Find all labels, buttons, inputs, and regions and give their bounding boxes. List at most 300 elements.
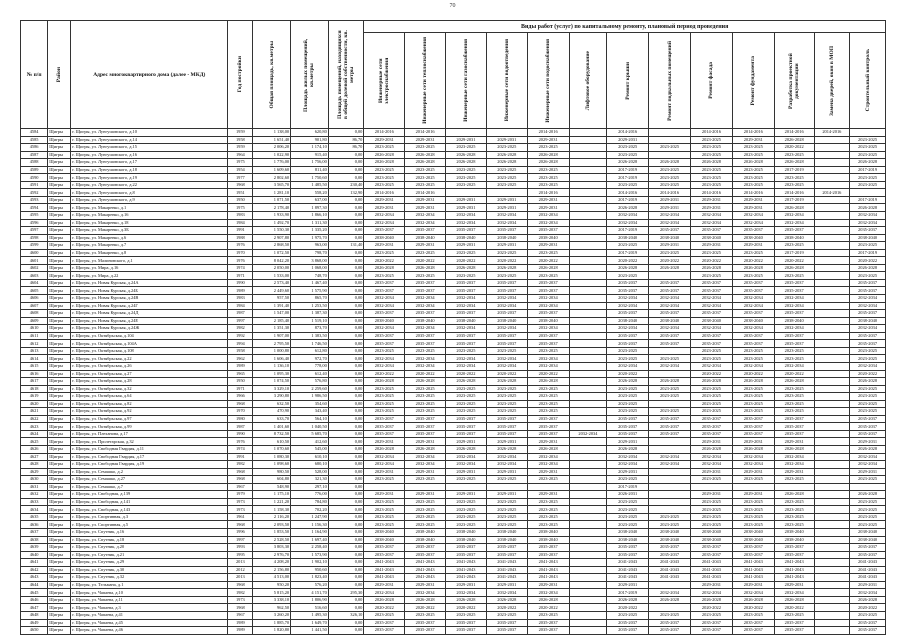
cell-work-period <box>649 581 691 589</box>
cell-district: Щигры <box>48 340 71 348</box>
header-work-10: Разработка проектной документации <box>774 33 814 129</box>
table-row <box>21 242 886 250</box>
cell-district: Щигры <box>48 513 71 521</box>
cell-area-residential: 1 387,30 <box>291 310 329 318</box>
cell-area-common: 0,00 <box>328 159 364 167</box>
cell-work-period: 2023-2025 <box>850 408 886 416</box>
cell-work-period: 2032-2034 <box>774 362 814 370</box>
cell-work-period: 2023-2025 <box>607 476 649 484</box>
cell-work-period: 2026-2028 <box>364 151 405 159</box>
cell-area-residential: 576,80 <box>291 378 329 386</box>
cell-work-period: 2041-2043 <box>732 559 774 567</box>
cell-area-total: 962,50 <box>253 604 291 612</box>
cell-work-period: 2023-2025 <box>850 355 886 363</box>
cell-district: Щигры <box>48 219 71 227</box>
cell-district: Щигры <box>48 408 71 416</box>
cell-work-period: 2032-2034 <box>774 219 814 227</box>
cell-work-period: 2041-2043 <box>364 566 405 574</box>
table-row <box>21 355 886 363</box>
cell-work-period: 2029-2031 <box>527 204 569 212</box>
cell-work-period: 2035-2037 <box>486 340 527 348</box>
cell-work-period: 2035-2037 <box>405 279 446 287</box>
cell-work-period: 2038-2040 <box>607 234 649 242</box>
cell-work-period: 2017-2019 <box>850 249 886 257</box>
cell-work-period: 2035-2037 <box>527 310 569 318</box>
cell-area-common: 0,00 <box>328 204 364 212</box>
cell-work-period: 2035-2037 <box>486 423 527 431</box>
cell-work-period: 2035-2037 <box>732 544 774 552</box>
cell-year: 1976 <box>228 438 253 446</box>
cell-year: 1987 <box>228 423 253 431</box>
cell-work-period: 2029-2031 <box>774 581 814 589</box>
cell-work-period: 2023-2025 <box>850 506 886 514</box>
cell-area-residential: 412,60 <box>291 438 329 446</box>
header-work-7: Ремонт подвальных помещений <box>649 33 691 129</box>
table-row <box>21 287 886 295</box>
cell-work-period: 2035-2037 <box>486 619 527 627</box>
cell-work-period: 2032-2034 <box>607 302 649 310</box>
cell-district: Щигры <box>48 619 71 627</box>
cell-work-period: 2035-2037 <box>774 310 814 318</box>
cell-work-period <box>569 287 607 295</box>
cell-work-period: 2035-2037 <box>527 279 569 287</box>
cell-work-period <box>569 151 607 159</box>
cell-work-period: 2041-2043 <box>486 574 527 582</box>
cell-work-period: 2026-2028 <box>732 596 774 604</box>
cell-work-period: 2026-2028 <box>446 264 487 272</box>
cell-work-period: 2038-2040 <box>691 234 733 242</box>
cell-work-period: 2035-2037 <box>774 340 814 348</box>
cell-work-period: 2023-2025 <box>774 181 814 189</box>
cell-work-period: 2035-2037 <box>607 340 649 348</box>
cell-area-common: 0,00 <box>328 227 364 235</box>
cell-work-period: 2038-2040 <box>364 528 405 536</box>
cell-num: 4611 <box>21 332 48 340</box>
cell-address: г. Щигры, ул. Лунгушовского, д.19 <box>71 174 228 182</box>
header-area-residential: Площадь жилых помещений, кв.метры <box>291 21 329 129</box>
cell-area-total: 548,90 <box>253 483 291 491</box>
cell-area-total: 1 071,50 <box>253 196 291 204</box>
table-row <box>21 627 886 635</box>
cell-work-period: 2023-2025 <box>850 136 886 144</box>
cell-year: 1968 <box>228 181 253 189</box>
cell-work-period: 2041-2043 <box>691 574 733 582</box>
cell-work-period: 2035-2037 <box>732 430 774 438</box>
cell-district: Щигры <box>48 302 71 310</box>
cell-work-period <box>814 385 850 393</box>
cell-work-period: 2032-2034 <box>732 589 774 597</box>
cell-num: 4648 <box>21 612 48 620</box>
cell-work-period: 2035-2037 <box>732 279 774 287</box>
cell-district: Щигры <box>48 415 71 423</box>
cell-district: Щигры <box>48 347 71 355</box>
cell-work-period <box>527 483 569 491</box>
cell-area-total: 1 070,60 <box>253 445 291 453</box>
cell-work-period: 2020-2022 <box>732 604 774 612</box>
cell-area-residential: 354,60 <box>291 400 329 408</box>
cell-work-period: 2023-2025 <box>486 385 527 393</box>
cell-work-period: 2023-2025 <box>774 151 814 159</box>
cell-work-period: 2035-2037 <box>691 544 733 552</box>
cell-area-residential: 528,00 <box>291 468 329 476</box>
cell-work-period: 2032-2034 <box>774 461 814 469</box>
cell-work-period: 2023-2025 <box>649 408 691 416</box>
cell-work-period: 2029-2031 <box>732 196 774 204</box>
cell-year: 1973 <box>228 596 253 604</box>
cell-work-period <box>814 589 850 597</box>
cell-work-period <box>649 483 691 491</box>
cell-work-period <box>814 408 850 416</box>
cell-area-residential: 748,70 <box>291 272 329 280</box>
cell-work-period: 2023-2025 <box>527 408 569 416</box>
cell-work-period: 2026-2028 <box>486 378 527 386</box>
cell-address: г. Щигры, ул. Макаренко, д.3Б <box>71 227 228 235</box>
cell-num: 4592 <box>21 189 48 197</box>
cell-work-period: 2026-2028 <box>850 204 886 212</box>
cell-work-period: 2041-2043 <box>732 574 774 582</box>
cell-work-period: 2020-2022 <box>446 604 487 612</box>
cell-work-period: 2023-2025 <box>446 249 487 257</box>
cell-work-period: 2038-2040 <box>446 234 487 242</box>
cell-area-residential: 1 495,30 <box>291 612 329 620</box>
cell-num: 4620 <box>21 400 48 408</box>
cell-work-period: 2029-2031 <box>446 581 487 589</box>
cell-work-period: 2023-2025 <box>607 513 649 521</box>
cell-work-period: 2026-2028 <box>649 159 691 167</box>
cell-work-period: 2035-2037 <box>732 619 774 627</box>
cell-work-period: 2023-2025 <box>691 408 733 416</box>
cell-work-period: 2026-2028 <box>405 596 446 604</box>
cell-work-period: 2020-2022 <box>732 370 774 378</box>
cell-work-period: 2035-2037 <box>649 423 691 431</box>
cell-work-period <box>569 295 607 303</box>
cell-district: Щигры <box>48 234 71 242</box>
cell-work-period: 2023-2025 <box>527 498 569 506</box>
cell-area-common: 0,00 <box>328 559 364 567</box>
cell-year: 1988 <box>228 234 253 242</box>
cell-work-period <box>814 287 850 295</box>
cell-work-period: 2029-2031 <box>486 491 527 499</box>
cell-work-period: 2035-2037 <box>732 551 774 559</box>
cell-work-period: 2038-2040 <box>446 317 487 325</box>
cell-year: 1982 <box>228 325 253 333</box>
cell-area-residential: 297,10 <box>291 483 329 491</box>
cell-area-total: 470,90 <box>253 408 291 416</box>
cell-work-period: 2023-2025 <box>691 347 733 355</box>
cell-work-period: 2023-2025 <box>649 144 691 152</box>
cell-district: Щигры <box>48 249 71 257</box>
cell-work-period: 2035-2037 <box>405 551 446 559</box>
cell-work-period: 2029-2031 <box>607 468 649 476</box>
cell-work-period: 2032-2034 <box>649 219 691 227</box>
cell-work-period: 2017-2019 <box>607 166 649 174</box>
cell-year: 1994 <box>228 340 253 348</box>
cell-work-period: 2023-2025 <box>446 385 487 393</box>
cell-work-period: 2029-2031 <box>691 468 733 476</box>
cell-district: Щигры <box>48 317 71 325</box>
cell-work-period: 2023-2025 <box>527 385 569 393</box>
cell-work-period: 2041-2043 <box>850 566 886 574</box>
table-row <box>21 295 886 303</box>
cell-address: г. Щигры, ул. Лунгушовского, д.8 <box>71 189 228 197</box>
table-row <box>21 181 886 189</box>
cell-work-period: 2014-2016 <box>364 129 405 137</box>
cell-work-period <box>569 604 607 612</box>
cell-work-period: 2023-2025 <box>607 506 649 514</box>
cell-area-residential: 702,20 <box>291 506 329 514</box>
cell-num: 4618 <box>21 385 48 393</box>
cell-work-period: 2035-2037 <box>649 340 691 348</box>
cell-district: Щигры <box>48 189 71 197</box>
cell-year: 2013 <box>228 559 253 567</box>
cell-work-period: 2029-2031 <box>732 204 774 212</box>
cell-work-period: 2035-2037 <box>850 227 886 235</box>
cell-work-period: 2023-2025 <box>691 513 733 521</box>
cell-work-period: 2026-2028 <box>446 596 487 604</box>
cell-work-period: 2020-2022 <box>850 604 886 612</box>
cell-year: 1973 <box>228 498 253 506</box>
cell-work-period: 2032-2034 <box>446 295 487 303</box>
table-row <box>21 400 886 408</box>
cell-area-residential: 1 335,20 <box>291 227 329 235</box>
cell-area-total: 1 547,00 <box>253 310 291 318</box>
cell-district: Щигры <box>48 483 71 491</box>
cell-num: 4632 <box>21 491 48 499</box>
header-works-group: Виды работ (услуг) по капитальному ремонту, плановый период проведения <box>364 21 886 33</box>
cell-work-period: 2014-2016 <box>814 129 850 137</box>
cell-area-common: 295,30 <box>328 589 364 597</box>
cell-work-period: 2035-2037 <box>486 310 527 318</box>
cell-work-period: 2023-2025 <box>527 249 569 257</box>
cell-work-period: 2023-2025 <box>691 249 733 257</box>
cell-work-period: 2023-2025 <box>364 521 405 529</box>
cell-district: Щигры <box>48 385 71 393</box>
cell-work-period: 2014-2016 <box>607 129 649 137</box>
cell-num: 4612 <box>21 340 48 348</box>
cell-num: 4636 <box>21 521 48 529</box>
cell-area-residential: 1 040,50 <box>291 423 329 431</box>
cell-work-period: 2026-2028 <box>364 378 405 386</box>
cell-area-total: 1 158,30 <box>253 506 291 514</box>
cell-work-period: 2023-2025 <box>486 166 527 174</box>
cell-area-common: 0,00 <box>328 536 364 544</box>
cell-work-period: 2026-2028 <box>850 445 886 453</box>
table-row <box>21 347 886 355</box>
cell-area-residential: 576,20 <box>291 581 329 589</box>
cell-address: г. Щигры, ул. Октябрьская, д.108 <box>71 347 228 355</box>
cell-work-period: 2029-2031 <box>732 491 774 499</box>
table-body <box>21 129 886 635</box>
cell-work-period: 2041-2043 <box>649 566 691 574</box>
cell-work-period: 2023-2025 <box>446 393 487 401</box>
cell-work-period: 2038-2040 <box>649 234 691 242</box>
cell-work-period: 2023-2025 <box>527 513 569 521</box>
cell-area-residential: 1 697,40 <box>291 536 329 544</box>
cell-work-period: 2026-2028 <box>405 378 446 386</box>
cell-area-residential: 972,70 <box>291 355 329 363</box>
cell-address: г. Щигры, ул. Плеханова, д.17 <box>71 430 228 438</box>
cell-num: 4635 <box>21 513 48 521</box>
cell-work-period: 2023-2025 <box>850 393 886 401</box>
cell-work-period: 2035-2037 <box>527 551 569 559</box>
cell-address: г. Щигры, ул. Октябрьская, д.104А <box>71 340 228 348</box>
cell-work-period: 2026-2028 <box>607 596 649 604</box>
cell-work-period: 2023-2025 <box>774 393 814 401</box>
cell-district: Щигры <box>48 589 71 597</box>
cell-work-period <box>569 445 607 453</box>
cell-address: г. Щигры, ул. Октябрьская, д.99 <box>71 423 228 431</box>
cell-work-period: 2023-2025 <box>405 506 446 514</box>
cell-work-period: 2032-2034 <box>732 219 774 227</box>
cell-work-period: 2023-2025 <box>486 506 527 514</box>
cell-work-period: 2035-2037 <box>649 415 691 423</box>
cell-work-period: 2014-2016 <box>607 189 649 197</box>
cell-area-total: 2 185,40 <box>253 317 291 325</box>
cell-area-total: 3 260,20 <box>253 612 291 620</box>
cell-work-period: 2023-2025 <box>446 498 487 506</box>
cell-work-period: 2020-2022 <box>774 604 814 612</box>
cell-work-period: 2029-2031 <box>691 438 733 446</box>
cell-address: г. Щигры, ул. Свободная Гвардия, д.17 <box>71 453 228 461</box>
cell-work-period: 2032-2034 <box>607 461 649 469</box>
cell-work-period: 2041-2043 <box>607 574 649 582</box>
cell-area-common: 0,00 <box>328 249 364 257</box>
table-row <box>21 340 886 348</box>
cell-work-period: 2038-2040 <box>364 317 405 325</box>
cell-work-period <box>569 544 607 552</box>
cell-work-period: 2038-2040 <box>405 536 446 544</box>
cell-work-period: 2026-2028 <box>691 445 733 453</box>
cell-work-period: 2035-2037 <box>691 287 733 295</box>
cell-work-period <box>850 483 886 491</box>
cell-year: 1980 <box>228 415 253 423</box>
cell-district: Щигры <box>48 332 71 340</box>
cell-district: Щигры <box>48 528 71 536</box>
cell-work-period: 2026-2028 <box>850 596 886 604</box>
cell-work-period: 2023-2025 <box>774 498 814 506</box>
cell-area-common: 0,00 <box>328 506 364 514</box>
cell-work-period: 2035-2037 <box>649 227 691 235</box>
cell-address: г. Щигры, ул. Мира, д.22 <box>71 272 228 280</box>
cell-num: 4626 <box>21 445 48 453</box>
cell-area-total: 3 290,80 <box>253 393 291 401</box>
cell-work-period: 2035-2037 <box>649 287 691 295</box>
cell-work-period: 2029-2031 <box>691 581 733 589</box>
cell-area-common: 0,00 <box>328 574 364 582</box>
header-area-total: Общая площадь, кв.метры <box>253 21 291 129</box>
cell-work-period <box>814 559 850 567</box>
cell-area-total: 1 080,30 <box>253 453 291 461</box>
cell-work-period: 2041-2043 <box>649 559 691 567</box>
cell-district: Щигры <box>48 151 71 159</box>
cell-area-common: 0,00 <box>328 332 364 340</box>
cell-num: 4613 <box>21 347 48 355</box>
cell-work-period: 2029-2031 <box>649 242 691 250</box>
cell-area-common: 0,00 <box>328 581 364 589</box>
cell-work-period: 2032-2034 <box>527 325 569 333</box>
cell-work-period: 2014-2016 <box>814 189 850 197</box>
cell-work-period: 2029-2031 <box>446 196 487 204</box>
cell-district: Щигры <box>48 423 71 431</box>
cell-work-period: 2032-2034 <box>607 219 649 227</box>
cell-num: 4627 <box>21 453 48 461</box>
cell-area-total: 8 732,50 <box>253 430 291 438</box>
cell-work-period: 2023-2025 <box>691 166 733 174</box>
cell-work-period: 2041-2043 <box>527 574 569 582</box>
table-row <box>21 227 886 235</box>
cell-work-period: 2032-2034 <box>364 219 405 227</box>
cell-area-residential: 811,40 <box>291 166 329 174</box>
cell-work-period: 2023-2025 <box>405 393 446 401</box>
cell-area-total: 1 221,20 <box>253 498 291 506</box>
cell-work-period <box>814 513 850 521</box>
cell-work-period: 2026-2028 <box>850 264 886 272</box>
table-row <box>21 196 886 204</box>
cell-work-period: 2032-2034 <box>527 362 569 370</box>
cell-work-period: 2035-2037 <box>649 619 691 627</box>
cell-work-period: 2035-2037 <box>607 551 649 559</box>
table-row <box>21 189 886 197</box>
cell-work-period <box>569 129 607 137</box>
cell-address: г. Щигры, ул. Октябрьская, д.26 <box>71 362 228 370</box>
cell-work-period: 2023-2025 <box>732 612 774 620</box>
cell-year: 1968 <box>228 476 253 484</box>
cell-work-period: 2023-2025 <box>732 181 774 189</box>
cell-area-total: 1 776,00 <box>253 159 291 167</box>
cell-work-period <box>814 378 850 386</box>
cell-work-period: 2035-2037 <box>364 423 405 431</box>
cell-area-residential: 1 247,90 <box>291 513 329 521</box>
cell-num: 4603 <box>21 272 48 280</box>
cell-area-total: 1 098,60 <box>253 461 291 469</box>
cell-num: 4641 <box>21 559 48 567</box>
cell-address: г. Щигры, ул. Макаренко, д.1 <box>71 204 228 212</box>
cell-year: 1990 <box>228 279 253 287</box>
cell-area-common: 0,00 <box>328 483 364 491</box>
header-work-8: Ремонт фасада <box>691 33 733 129</box>
cell-work-period <box>814 400 850 408</box>
cell-work-period: 2035-2037 <box>364 430 405 438</box>
cell-year: 1982 <box>228 589 253 597</box>
cell-area-residential: 612,40 <box>291 370 329 378</box>
cell-work-period: 2035-2037 <box>774 287 814 295</box>
cell-work-period: 2041-2043 <box>446 559 487 567</box>
cell-area-total: 1 885,70 <box>253 619 291 627</box>
cell-work-period: 2023-2025 <box>732 385 774 393</box>
cell-area-residential: 1 866,10 <box>291 212 329 220</box>
cell-work-period <box>814 332 850 340</box>
cell-work-period <box>814 596 850 604</box>
cell-work-period: 2023-2025 <box>607 355 649 363</box>
cell-work-period <box>446 483 487 491</box>
cell-work-period: 2026-2028 <box>486 264 527 272</box>
table-row <box>21 408 886 416</box>
cell-work-period: 2026-2028 <box>446 151 487 159</box>
cell-work-period: 2032-2034 <box>446 355 487 363</box>
cell-work-period <box>814 574 850 582</box>
header-work-12: Строительный контроль <box>850 33 886 129</box>
cell-work-period: 2023-2025 <box>732 498 774 506</box>
cell-num: 4609 <box>21 317 48 325</box>
cell-area-common: 0,00 <box>328 498 364 506</box>
cell-work-period: 2014-2016 <box>732 129 774 137</box>
cell-work-period: 2029-2031 <box>364 581 405 589</box>
cell-work-period <box>569 340 607 348</box>
cell-work-period: 2035-2037 <box>774 415 814 423</box>
cell-year: 1974 <box>228 264 253 272</box>
cell-work-period: 2023-2025 <box>486 521 527 529</box>
cell-area-residential: 612,80 <box>291 347 329 355</box>
